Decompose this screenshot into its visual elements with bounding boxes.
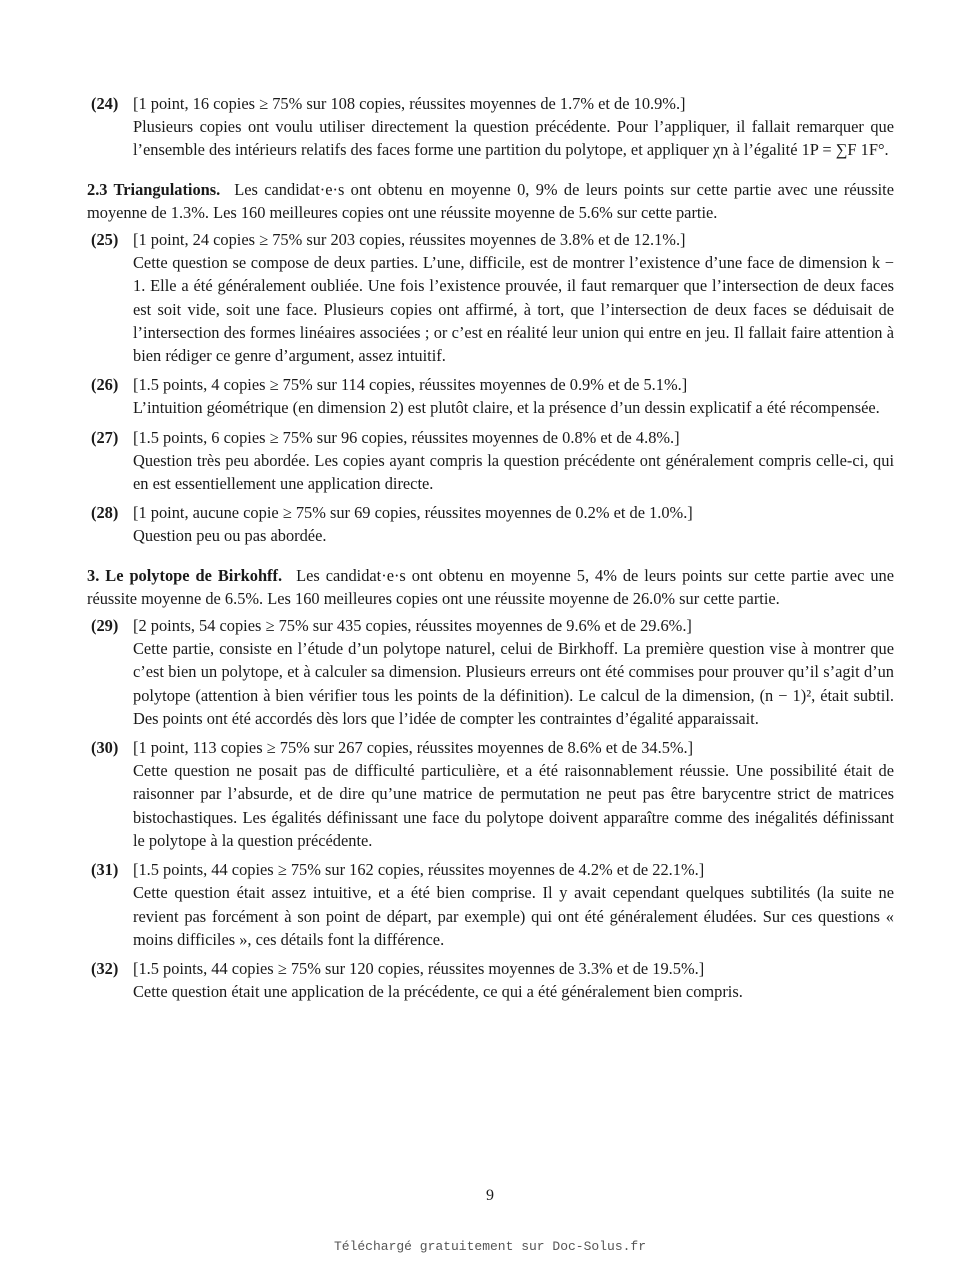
question-comment: Cette question se compose de deux parties. L’une, difficile, est de montrer l’existence d’une face de dimension k − 1. Elle a été généralement oubliée. Une fois l’existence prouvée, il faut remarquer que l’intersection de deux faces est soit vide, soit une face. Plusieurs copies ont affirmé, à tort, que l’intersection de deux faces se déduisait de l’intersection des formes linéaires associées ; or c’est en réalité leur union qui entre en jeu. Il fallait faire attention à bien rédiger ce genre d’argument, assez intuitif. xyxy=(133,253,894,366)
question-stats: [1.5 points, 4 copies ≥ 75% sur 114 copies, réussites moyennes de 0.9% et de 5.1%.] xyxy=(133,375,688,395)
question-number: (27) xyxy=(91,427,119,447)
download-footer: Téléchargé gratuitement sur Doc-Solus.fr xyxy=(333,1239,647,1254)
section-2-3-header xyxy=(87,178,894,224)
question-stats: [1 point, aucune copie ≥ 75% sur 69 copies, réussites moyennes de 0.2% et de 1.0%.] xyxy=(133,503,693,523)
question-comment xyxy=(133,115,894,161)
question-stats: [2 points, 54 copies ≥ 75% sur 435 copies, réussites moyennes de 9.6% et de 29.6%.] xyxy=(133,616,692,636)
question-28 xyxy=(87,501,894,547)
question-32 xyxy=(87,957,894,1003)
document-page xyxy=(87,92,894,1009)
question-stats: [1.5 points, 44 copies ≥ 75% sur 162 copies, réussites moyennes de 4.2% et de 22.1%.] xyxy=(133,860,705,880)
question-number: (28) xyxy=(91,503,119,523)
question-number: (30) xyxy=(91,738,119,758)
question-number: (32) xyxy=(91,958,119,978)
question-number: (31) xyxy=(91,860,119,880)
section-3-header xyxy=(87,564,894,610)
page-number: 9 xyxy=(486,1187,494,1204)
section-summary: Les candidat·e·s ont obtenu en moyenne 0, 9% de leurs points sur cette partie avec une réussite moyenne de 1.3%. Les 160 meilleures copies ont une réussite moyenne de 5.6% sur cette partie. xyxy=(87,179,894,222)
question-24 xyxy=(87,92,894,162)
question-number: (25) xyxy=(91,230,119,250)
question-number: (29) xyxy=(91,616,119,636)
question-27 xyxy=(87,426,894,496)
question-stats: [1.5 points, 44 copies ≥ 75% sur 120 copies, réussites moyennes de 3.3% et de 19.5%.] xyxy=(133,958,705,978)
question-30 xyxy=(87,736,894,852)
question-stats: [1 point, 113 copies ≥ 75% sur 267 copies, réussites moyennes de 8.6% et de 34.5%.] xyxy=(133,738,694,758)
question-number: (24) xyxy=(91,94,119,113)
question-29 xyxy=(87,614,894,730)
question-comment: Question très peu abordée. Les copies ayant compris la question précédente ont généralement compris celle-ci, qui en est essentiellement une application directe. xyxy=(133,450,894,494)
question-26 xyxy=(87,373,894,419)
question-comment: Cette question était assez intuitive, et a été bien comprise. Il y avait cependant quelques subtilités (la suite ne revient pas forcément à son point de départ, par exemple) qui ont été généralement éludées. Sur ces questions « moins difficiles », ces détails font la différence. xyxy=(133,883,894,949)
question-stats: [1.5 points, 6 copies ≥ 75% sur 96 copies, réussites moyennes de 0.8% et de 4.8%.] xyxy=(133,427,680,447)
formula: χn à l’égalité 1P = ∑F 1F°. xyxy=(712,140,889,160)
question-comment: Cette question ne posait pas de difficulté particulière, et a été raisonnablement réussie. Une possibilité était de raisonner par l’absurde, et de dire qu’une matrice de permutation ne peut pas être barycentre strict de matrices bistochastiques. Les égalités définissant une face du polytope doivent apparaître comme des inégalités définissant le polytope à la question précédente. xyxy=(133,761,894,850)
question-comment: Question peu ou pas abordée. xyxy=(133,526,327,546)
section-title: 2.3 Triangulations. xyxy=(87,179,221,199)
question-stats: [1 point, 24 copies ≥ 75% sur 203 copies, réussites moyennes de 3.8% et de 12.1%.] xyxy=(133,230,686,250)
question-comment: Cette question était une application de la précédente, ce qui a été généralement bien compris. xyxy=(133,982,743,1002)
question-25 xyxy=(87,228,894,367)
question-stats: [1 point, 16 copies ≥ 75% sur 108 copies, réussites moyennes de 1.7% et de 10.9%.] xyxy=(133,94,686,113)
question-comment: Cette partie, consiste en l’étude d’un polytope naturel, celui de Birkhoff. La première question vise à montrer que c’est bien un polytope, et à calculer sa dimension. Plusieurs erreurs ont été commises pour prouver qu’il s’agit d’un polytope (attention à bien vérifier tous les points de la définition). Le calcul de la dimension, (n − 1)², était subtil. Des points ont été accordés dès lors que l’idée de compter les contraintes d’égalité apparaissait. xyxy=(133,639,894,728)
section-summary: Les candidat·e·s ont obtenu en moyenne 5, 4% de leurs points sur cette partie avec une réussite moyenne de 6.5%. Les 160 meilleures copies ont une réussite moyenne de 26.0% sur cette partie. xyxy=(87,565,894,608)
question-31 xyxy=(87,858,894,951)
question-comment-text: Plusieurs copies ont voulu utiliser directement la question précédente. Pour l’appliquer, il fallait remarquer que l’ensemble des intérieurs relatifs des faces forme une partition du polytope, et appliquer xyxy=(133,117,894,160)
section-title: 3. Le polytope de Birkohff. xyxy=(87,565,283,585)
question-number: (26) xyxy=(91,375,119,395)
question-comment: L’intuition géométrique (en dimension 2) est plutôt claire, et la présence d’un dessin explicatif a été récompensée. xyxy=(133,398,880,418)
